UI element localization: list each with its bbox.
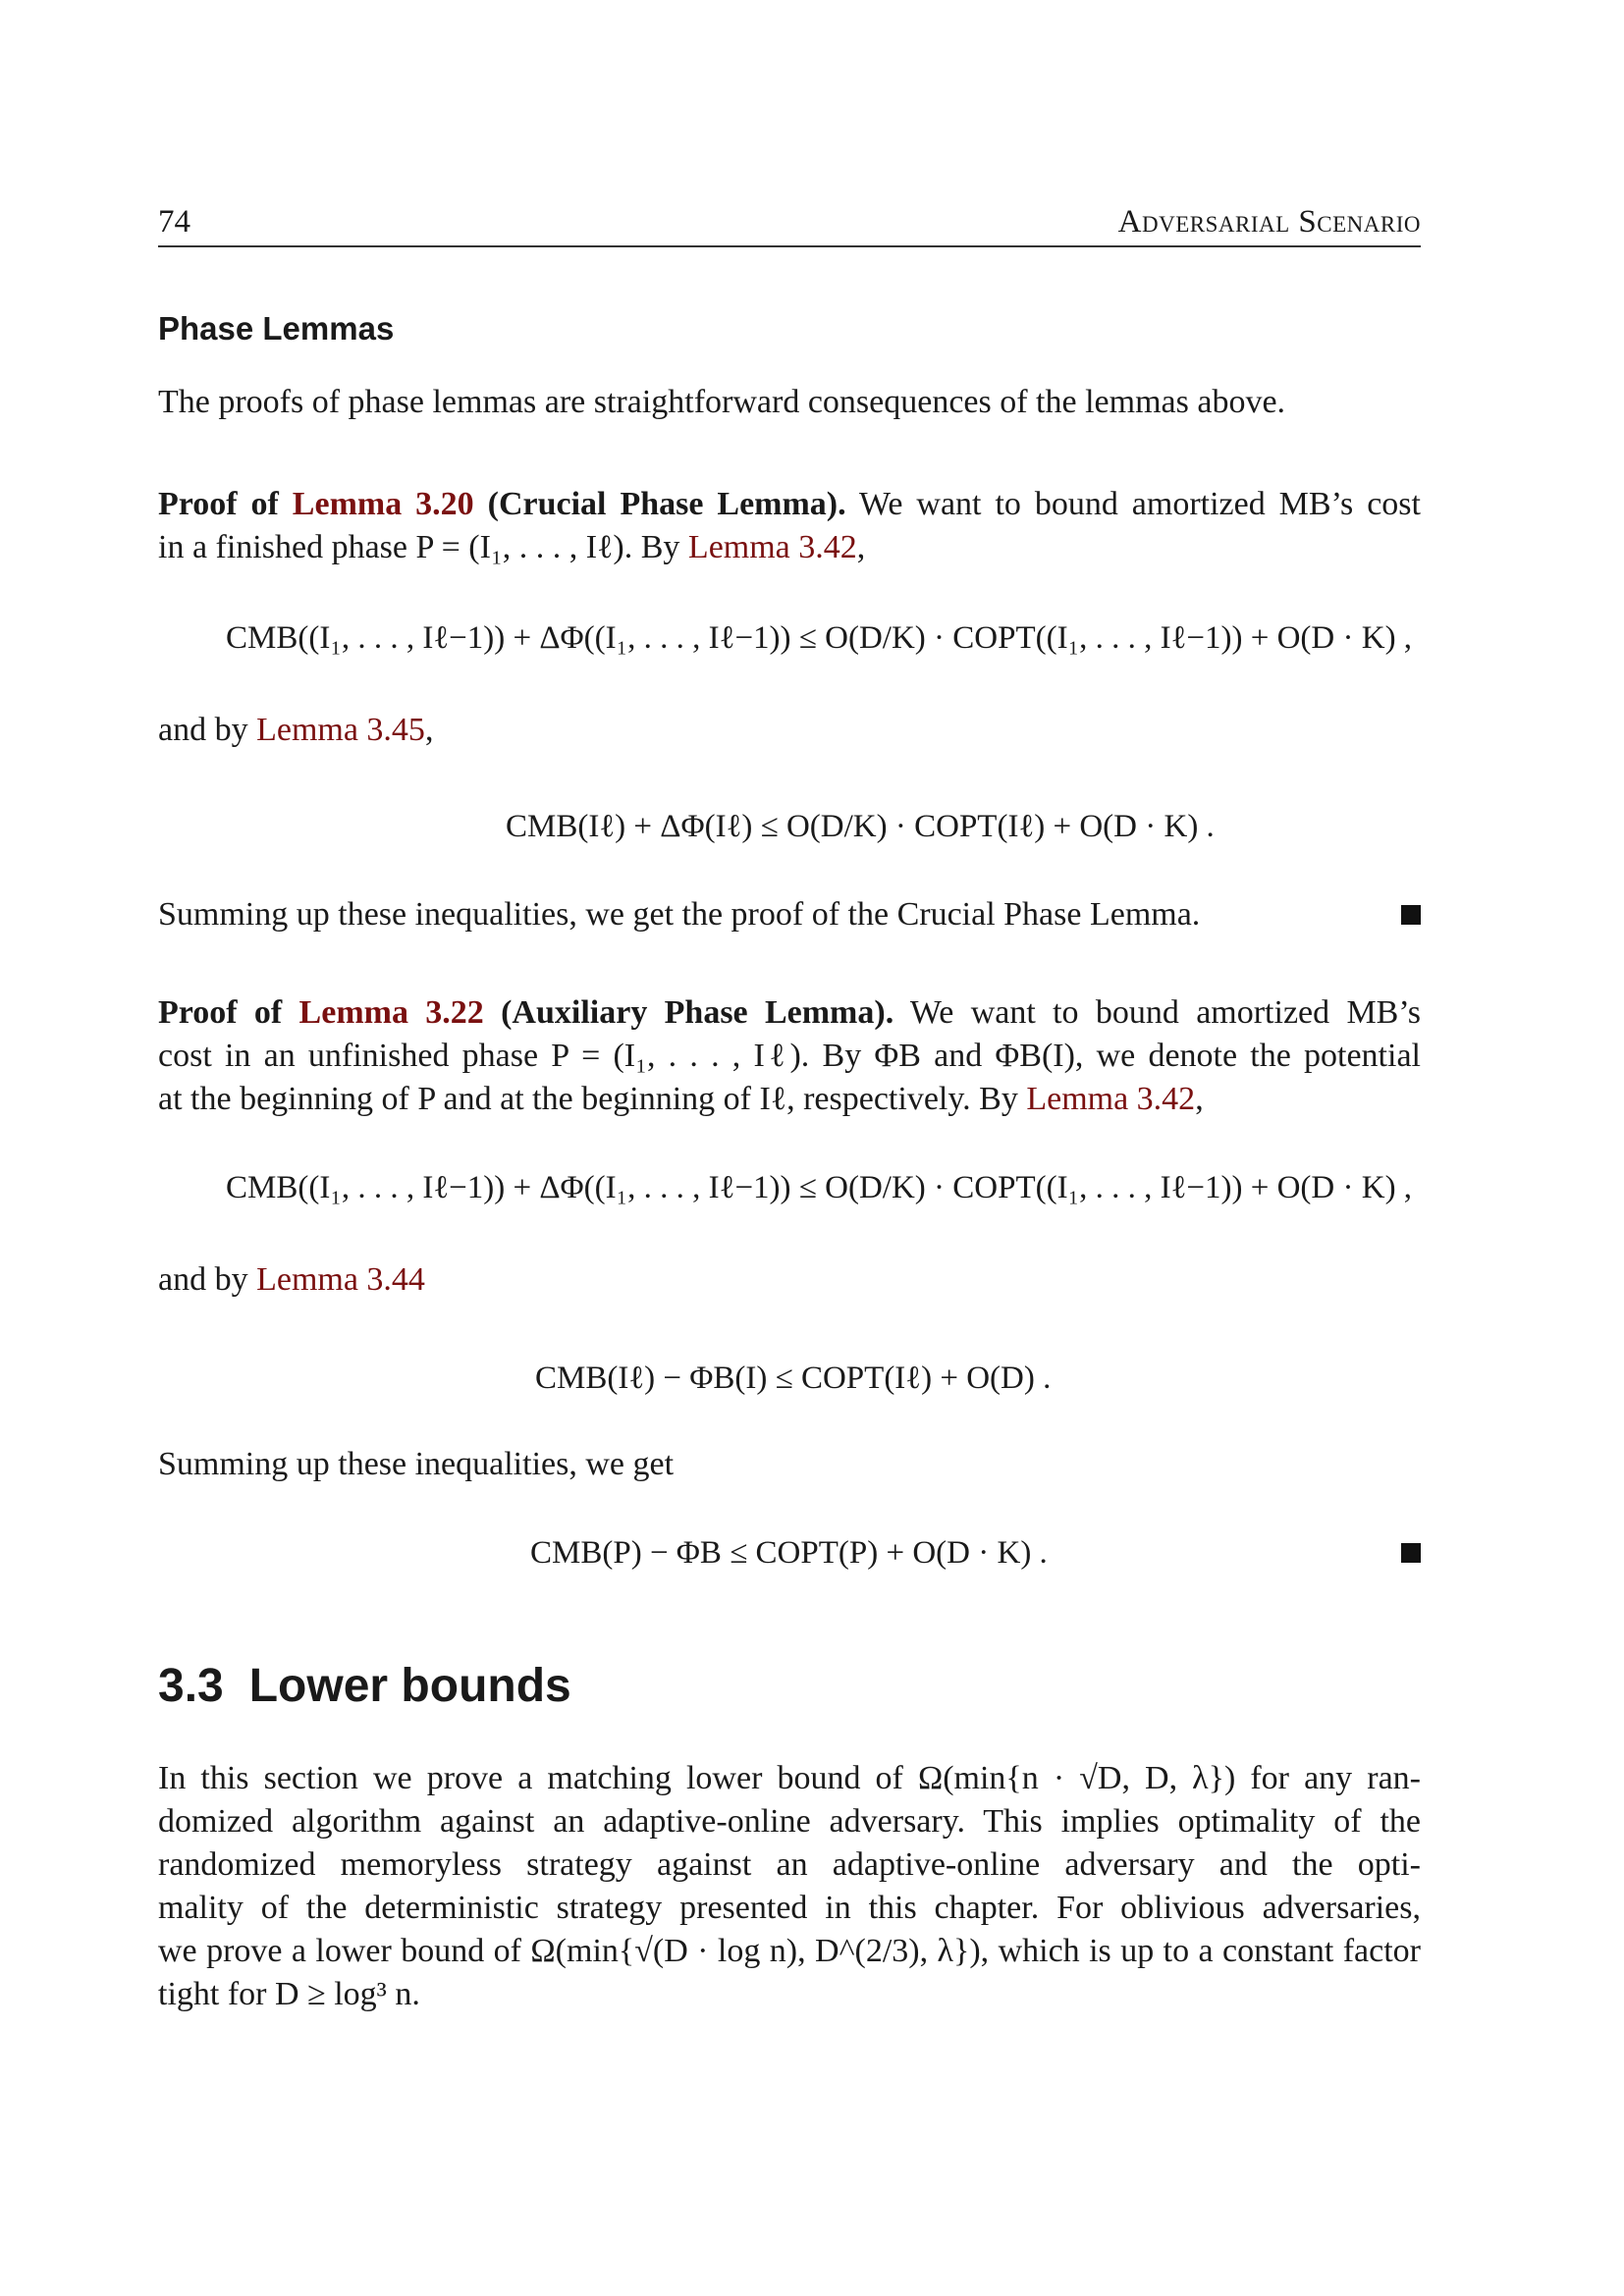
equation-4: CMB(Iℓ) − ΦB(I) ≤ COPT(Iℓ) + O(D) .: [535, 1361, 1052, 1396]
equation-2: CMB(Iℓ) + ΔΦ(Iℓ) ≤ O(D/K) · COPT(Iℓ) + O(D · K) .: [506, 809, 1215, 844]
lemma-3-42-link[interactable]: Lemma 3.42: [687, 529, 857, 565]
proof-auxiliary-line-2: cost in an unfinished phase P = (I₁, . . . , Iℓ). By ΦB and ΦB(I), we denote the potential: [158, 1038, 1421, 1074]
punctuation: ,: [856, 529, 866, 565]
proof-lead: Proof of: [158, 486, 279, 522]
punctuation: ,: [1195, 1081, 1204, 1117]
section-line: mality of the deterministic strategy presented in this chapter. For oblivious adversaries,: [158, 1890, 1421, 1926]
lemma-3-22-link[interactable]: Lemma 3.22: [298, 994, 484, 1031]
and-by-paragraph: [158, 709, 1421, 752]
subsection-heading: Phase Lemmas: [158, 310, 395, 347]
intro-paragraph: [158, 381, 1421, 424]
equation-5: CMB(P) − ΦB ≤ COPT(P) + O(D · K) .: [530, 1535, 1048, 1571]
summary-text: Summing up these inequalities, we get the proof of the Crucial Phase Lemma.: [158, 896, 1201, 933]
section-paragraph: [158, 1757, 1421, 2016]
section-title: [158, 1657, 571, 1716]
equation-1: CMB((I₁, . . . , Iℓ−1)) + ΔΦ((I₁, . . . , Iℓ−1)) ≤ O(D/K) · COPT((I₁, . . . , Iℓ−1)) + O(D · K) ,: [226, 620, 1413, 656]
proof-text: We want to bound amortized MB’s cost: [858, 486, 1421, 522]
proof-crucial-paragraph: [158, 483, 1421, 569]
proof-auxiliary-summary: [158, 1443, 1421, 1486]
section-line: we prove a lower bound of Ω(min{√(D · log n), D^(2/3), λ}), which is up to a constant factor: [158, 1933, 1421, 1969]
proof-text: at the beginning of P and at the beginning of Iℓ, respectively. By: [158, 1081, 1018, 1117]
proof-title: (Crucial Phase Lemma).: [487, 486, 846, 522]
proof-crucial-line-1: [158, 483, 1421, 526]
summary-text: Summing up these inequalities, we get: [158, 1446, 675, 1482]
proof-text: in a finished phase P = (I₁, . . . , Iℓ). By: [158, 529, 680, 565]
qed-square: [1401, 905, 1421, 925]
section-line: tight for D ≥ log³ n.: [158, 1976, 420, 2012]
punctuation: ,: [424, 712, 434, 748]
proof-title: (Auxiliary Phase Lemma).: [501, 994, 894, 1031]
proof-auxiliary-line-1: [158, 991, 1421, 1035]
intro-text: The proofs of phase lemmas are straightforward consequences of the lemmas above.: [158, 384, 1286, 420]
proof-auxiliary-line-3: [158, 1078, 1421, 1121]
proof-crucial-line-2: [158, 526, 1421, 569]
and-by-paragraph-2: [158, 1258, 1421, 1302]
lemma-3-42-link[interactable]: Lemma 3.42: [1026, 1081, 1196, 1117]
section-title-text: Lower bounds: [248, 1660, 571, 1712]
page-number: 74: [158, 204, 190, 240]
proof-lead: Proof of: [158, 994, 283, 1031]
lemma-3-44-link[interactable]: Lemma 3.44: [256, 1261, 425, 1298]
section-number: 3.3: [158, 1660, 224, 1712]
proof-crucial-summary: [158, 893, 1421, 936]
and-by-text: and by: [158, 712, 248, 748]
lemma-3-20-link[interactable]: Lemma 3.20: [292, 486, 474, 522]
proof-auxiliary-paragraph: [158, 991, 1421, 1121]
equation-3: CMB((I₁, . . . , Iℓ−1)) + ΔΦ((I₁, . . . , Iℓ−1)) ≤ O(D/K) · COPT((I₁, . . . , Iℓ−1)) + O(D · K) ,: [226, 1170, 1413, 1205]
section-line: domized algorithm against an adaptive-online adversary. This implies optimality of the: [158, 1803, 1421, 1840]
section-line: In this section we prove a matching lower bound of Ω(min{n · √D, D, λ}) for any ran-: [158, 1760, 1421, 1796]
header-rule: [158, 245, 1421, 247]
lemma-3-45-link[interactable]: Lemma 3.45: [256, 712, 425, 748]
section-line: randomized memoryless strategy against an adaptive-online adversary and the opti-: [158, 1846, 1421, 1883]
running-head: Adversarial Scenario: [1117, 204, 1421, 240]
proof-text: We want to bound amortized MB’s: [909, 994, 1422, 1031]
qed-square: [1401, 1543, 1421, 1563]
and-by-text: and by: [158, 1261, 248, 1298]
